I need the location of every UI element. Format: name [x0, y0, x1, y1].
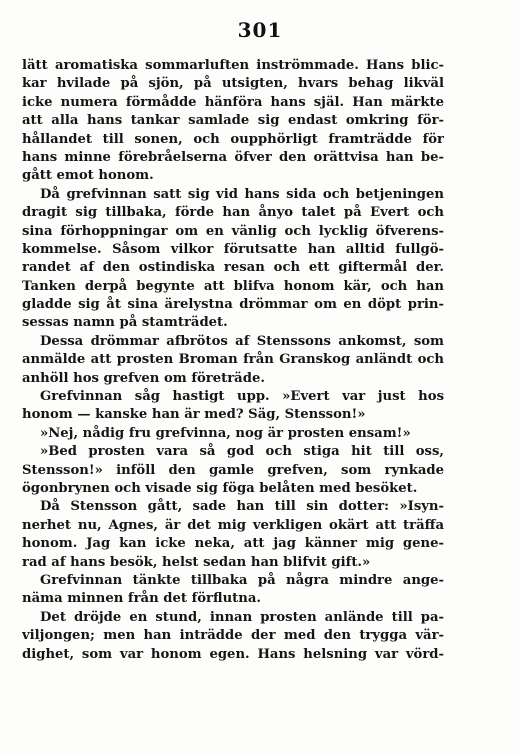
body-text — [22, 57, 444, 664]
text-line: »Bed prosten vara så god och stiga hit till oss, — [40, 444, 444, 460]
text-line: Grefvinnan såg hastigt upp. »Evert var just hos — [40, 389, 444, 405]
text-line: näma minnen från det förflutna. — [22, 591, 261, 607]
text-line: gladde sig åt sina ärelystna drömmar om en döpt prin- — [22, 297, 444, 313]
text-line: anhöll hos grefven om företräde. — [22, 370, 265, 386]
text-line: Grefvinnan tänkte tillbaka på några mindre ange- — [40, 572, 444, 588]
text-line: dragit sig tillbaka, förde han ånyo talet på Evert och — [22, 205, 444, 221]
text-line: gått emot honom. — [22, 168, 154, 184]
text-line: Det dröjde en stund, innan prosten anlände till pa- — [40, 609, 444, 625]
text-line: »Nej, nådig fru grefvinna, nog är prosten ensam!» — [40, 425, 411, 441]
text-line: rad af hans besök, helst sedan han blifvit gift.» — [22, 554, 371, 570]
text-line: lätt aromatiska sommarluften inströmmade. Hans blic- — [22, 58, 444, 73]
text-line: hållandet till sonen, och oupphörligt framträdde för — [22, 131, 444, 147]
text-line: Då grefvinnan satt sig vid hans sida och betjeningen — [40, 186, 444, 202]
text-line: nerhet nu, Agnes, är det mig verkligen okärt att träffa — [22, 517, 444, 533]
text-line: Tanken derpå begynte att blifva honom kär, och han — [22, 278, 444, 294]
text-line: ögonbrynen och visade sig föga belåten med besöket. — [22, 480, 418, 496]
text-line: honom. Jag kan icke neka, att jag känner mig gene- — [22, 536, 444, 552]
text-line: randet af den ostindiska resan och ett giftermål der. — [22, 260, 444, 276]
text-line: sina förhoppningar om en vänlig och lycklig öfverens- — [22, 223, 444, 239]
text-line: honom — kanske han är med? Säg, Stensson!» — [22, 407, 366, 423]
text-line: Dessa drömmar afbrötos af Stenssons ankomst, som — [40, 333, 444, 349]
text-line: kar hvilade på sjön, på utsigten, hvars behag likväl — [22, 76, 444, 92]
text-line: anmälde att prosten Broman från Granskog anländt och — [22, 352, 444, 368]
text-line: att alla hans tankar samlade sig endast omkring för- — [22, 113, 444, 129]
text-line: viljongen; men han inträdde der med den trygga vär- — [22, 628, 444, 644]
text-line: sessas namn på stamträdet. — [22, 315, 228, 331]
text-line: Då Stensson gått, sade han till sin dotter: »Isyn- — [40, 499, 444, 515]
text-line: dighet, som var honom egen. Hans helsning var vörd- — [22, 646, 444, 662]
text-line: kommelse. Såsom vilkor förutsatte han alltid fullgö- — [22, 241, 444, 257]
text-line: icke numera förmådde hänföra hans själ. Han märkte — [22, 94, 444, 110]
text-line: Stensson!» inföll den gamle grefven, som rynkade — [22, 462, 444, 478]
text-line: hans minne förebråelserna öfver den orättvisa han be- — [22, 149, 444, 165]
page-number: 301 — [237, 18, 283, 42]
